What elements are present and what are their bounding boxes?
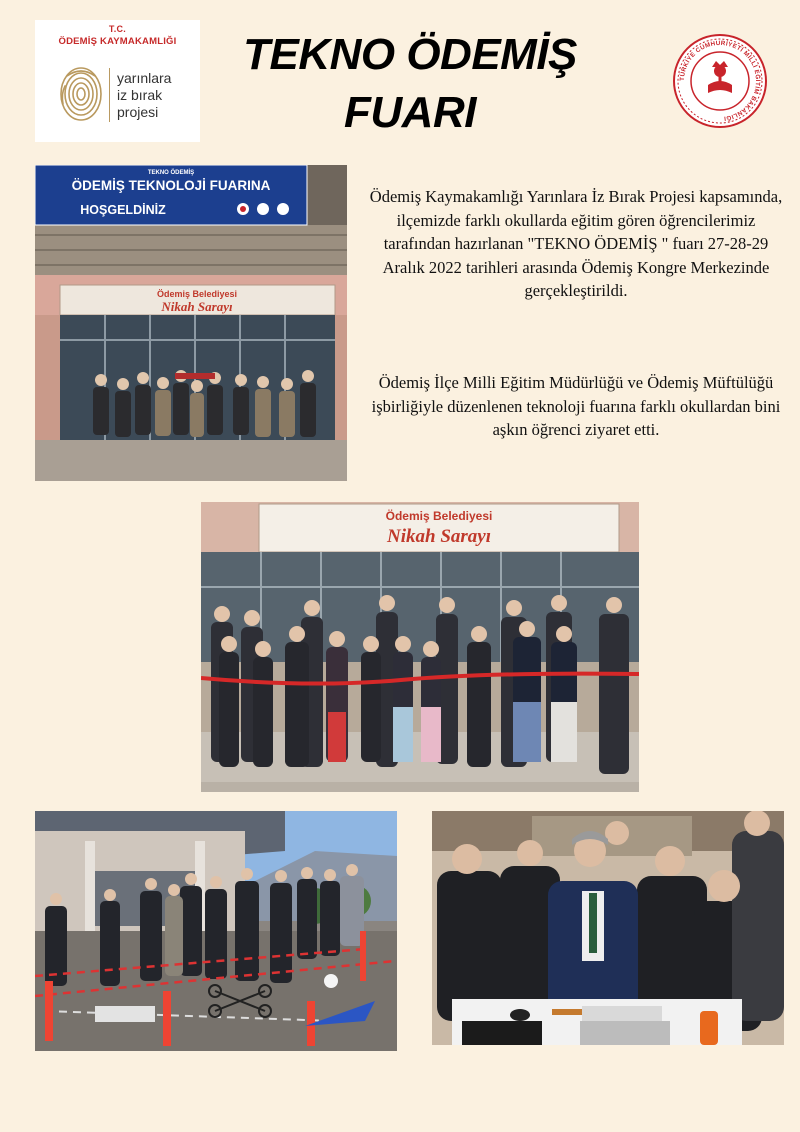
banner-main-text: ÖDEMİŞ TEKNOLOJİ FUARINA	[71, 178, 271, 193]
fingerprint-icon	[57, 64, 105, 124]
svg-text:TÜRKİYE CUMHURİYETİ MİLLİ EĞİT: TÜRKİYE CUMHURİYETİ MİLLİ EĞİTİM BAKANLIĞI	[678, 39, 762, 122]
logo-tagline-line: projesi	[117, 104, 159, 120]
intro-paragraph: Ödemiş Kaymakamlığı Yarınlara İz Bırak Projesi kapsamında, ilçemizde farklı okullarda eğitim gören öğrencilerimiz tarafından hazırlanan "TEKNO ÖDEMİŞ " fuarı 27-28-29 Aralık 2022 tarihleri arasında Ödemiş Kongre Merkezinde gerçekleştirildi.	[369, 187, 783, 300]
photo-outdoor-exhibit	[35, 811, 397, 1051]
ribbon-sign-line1: Ödemiş Belediyesi	[385, 509, 493, 523]
title-line: FUARI	[344, 88, 476, 137]
ministry-seal-icon	[672, 33, 768, 129]
photo-indoor-exhibit	[432, 811, 784, 1045]
logo-tagline-line: yarınlara	[117, 70, 172, 86]
visit-paragraph: Ödemiş İlçe Milli Eğitim Müdürlüğü ve Ödemiş Müftülüğü işbirliğiyle düzenlenen teknoloji fuarına farklı okullardan bini aşkın öğrenci ziyaret etti.	[371, 373, 781, 439]
logo-divider	[109, 68, 110, 122]
banner-small-text: TEKNO ÖDEMİŞ	[147, 170, 195, 176]
ribbon-sign-line2: Nikah Sarayı	[387, 526, 491, 547]
title-line: TEKNO ÖDEMİŞ	[243, 30, 577, 79]
photo-entrance-group	[35, 165, 347, 481]
photo-ribbon-cutting	[201, 502, 639, 792]
logo-tagline	[117, 70, 197, 121]
logo-org-text: ÖDEMİŞ KAYMAKAMLIĞI	[58, 36, 177, 47]
banner-logos	[237, 203, 289, 215]
project-logo	[35, 20, 200, 142]
logo-tagline-line: iz bırak	[117, 87, 163, 103]
banner-sub-text: HOŞGELDİNİZ	[80, 203, 166, 217]
entrance-sign-line2: Nikah Sarayı	[161, 299, 233, 314]
page-title	[200, 26, 620, 142]
entrance-sign-line1: Ödemiş Belediyesi	[156, 289, 238, 299]
logo-tc-text: T.C.	[108, 24, 127, 34]
